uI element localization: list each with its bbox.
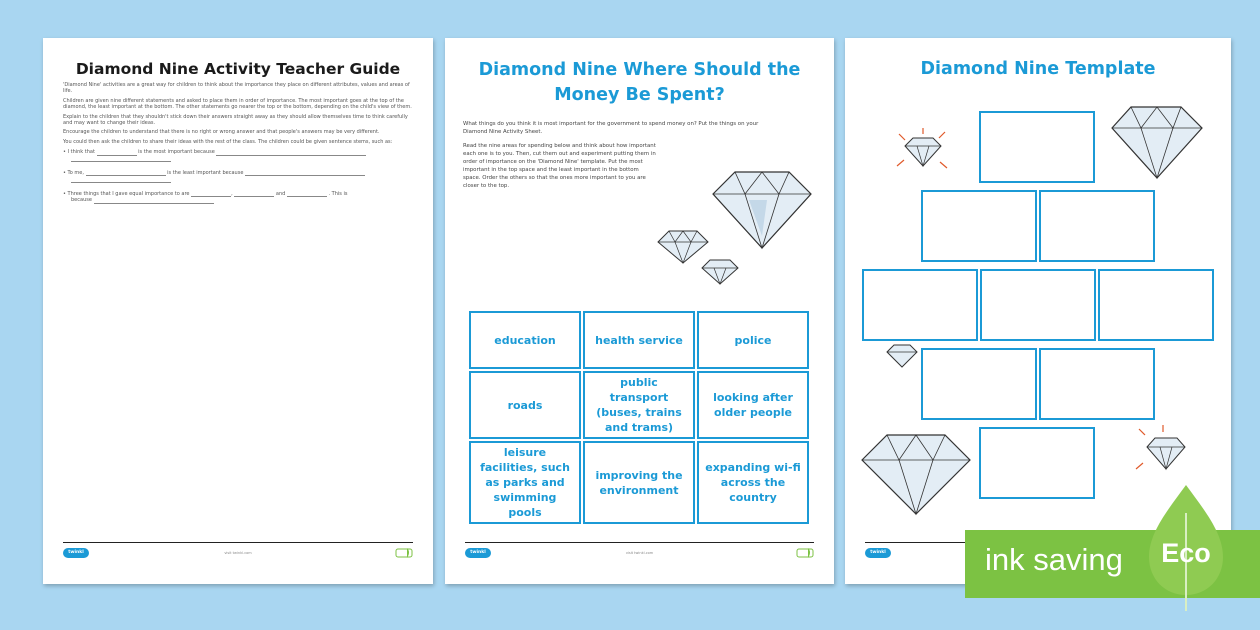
guide-paragraph: Encourage the children to understand that there is no right or wrong answer and that people's answers may be very different. — [63, 129, 380, 136]
footer-url: visit twinkl.com — [625, 551, 654, 555]
eco-icon — [395, 547, 413, 559]
diamond-large-icon — [857, 430, 975, 518]
template-title: Diamond Nine Template — [920, 59, 1156, 79]
template-box-rank-5 — [979, 427, 1095, 499]
template-box-rank-2 — [1039, 190, 1155, 262]
blank-line — [287, 191, 327, 197]
diamond-large-icon — [707, 166, 817, 252]
diamond-large-icon — [1107, 102, 1207, 182]
eco-label: Eco — [1161, 538, 1211, 568]
stem-text: . This is — [328, 190, 348, 197]
footer-rule — [465, 542, 814, 543]
diamond-small-icon — [885, 343, 919, 369]
guide-paragraph: Children are given nine different statements and asked to place them in order of importance. The most important goes at the top of the diamond, the least important at the bottom. The other statements go nearer the top or the bottom, depending on the child's view of them. — [63, 97, 412, 111]
teacher-guide-body — [63, 82, 415, 204]
diamond-small-icon — [700, 258, 740, 286]
stem-text: • Three things that I gave equal importance to are — [63, 190, 190, 197]
guide-paragraph: 'Diamond Nine' activities are a great way for children to think about the importance they place on different attributes, values and areas of life. — [63, 82, 410, 95]
guide-paragraph: Explain to the children that they shouldn't stick down their answers straight away as they should allow themselves time to think carefully and may want to change their ideas. — [63, 113, 408, 127]
footer-url: visit twinkl.com — [224, 551, 252, 555]
spending-card-roads: roads — [469, 371, 581, 439]
instructions-paragraph: Read the nine areas for spending below and think about how important each one is to you. Then, cut them out and experiment putting them in order of importance on the 'Diamond Nine' template. Put the most important in the top space and the least important in the bottom space. Order the others so that the ones more important to you are closer to the top. — [463, 143, 656, 189]
stem-text: because — [71, 197, 92, 204]
twinkl-logo: twinkl — [465, 548, 491, 558]
stem-text: is the most important because — [138, 149, 215, 156]
template-box-rank-4 — [921, 348, 1037, 420]
spending-card-wifi: expanding wi-fi across the country — [697, 441, 809, 524]
template-box-rank-4 — [1039, 348, 1155, 420]
sheet-footer — [63, 542, 413, 562]
sentence-stem-3: • Three things that I gave equal importance to are , and . This is because — [63, 190, 348, 204]
blank-line — [94, 198, 214, 204]
stem-text: and — [275, 190, 286, 197]
guide-paragraph: You could then ask the children to share their ideas with the rest of the class. The children could be given sentence stems, such as: — [63, 138, 393, 145]
teacher-guide-sheet — [43, 38, 433, 584]
blank-line — [71, 177, 171, 183]
sentence-stem-2 — [63, 170, 415, 183]
money-spent-sheet — [445, 38, 834, 584]
spending-card-environment: improving the environment — [583, 441, 695, 524]
footer-rule — [63, 542, 413, 543]
template-box-rank-1 — [979, 111, 1095, 183]
twinkl-logo: twinkl — [865, 548, 891, 558]
spending-card-police: police — [697, 311, 809, 369]
sheet-footer — [465, 542, 814, 562]
template-box-rank-3 — [980, 269, 1096, 341]
template-box-rank-2 — [921, 190, 1037, 262]
intro-paragraph: What things do you think it is most important for the government to spend money on? Put the things on your Diamond Nine Activity Sheet. — [463, 121, 759, 135]
teacher-guide-title: Diamond Nine Activity Teacher Guide — [75, 60, 401, 78]
template-box-rank-3 — [1098, 269, 1214, 341]
blank-line — [245, 170, 365, 176]
ink-saving-label: ink saving — [985, 542, 1123, 577]
spending-areas-grid — [469, 311, 809, 524]
blank-line — [234, 191, 274, 197]
spending-card-public-transport: public transport (buses, trains and trams) — [583, 371, 695, 439]
eco-icon — [796, 547, 814, 559]
sparkling-diamond-icon — [895, 126, 951, 176]
twinkl-logo: twinkl — [63, 548, 89, 558]
blank-line — [71, 156, 171, 162]
sparkling-diamond-icon — [1133, 423, 1193, 479]
stem-text: is the least important because — [167, 170, 244, 177]
money-spent-title: Diamond Nine Where Should the Money Be Spent? — [478, 60, 801, 105]
stem-text: • To me, — [63, 170, 84, 177]
spending-card-older-people: looking after older people — [697, 371, 809, 439]
blank-line — [216, 150, 366, 156]
blank-line — [97, 150, 137, 156]
spending-card-leisure-facilities: leisure facilities, such as parks and swimming pools — [469, 441, 581, 524]
stem-text: • I think that — [63, 149, 95, 156]
spending-card-education: education — [469, 311, 581, 369]
template-box-rank-3 — [862, 269, 978, 341]
sentence-stem-1 — [63, 149, 415, 162]
spending-card-health-service: health service — [583, 311, 695, 369]
